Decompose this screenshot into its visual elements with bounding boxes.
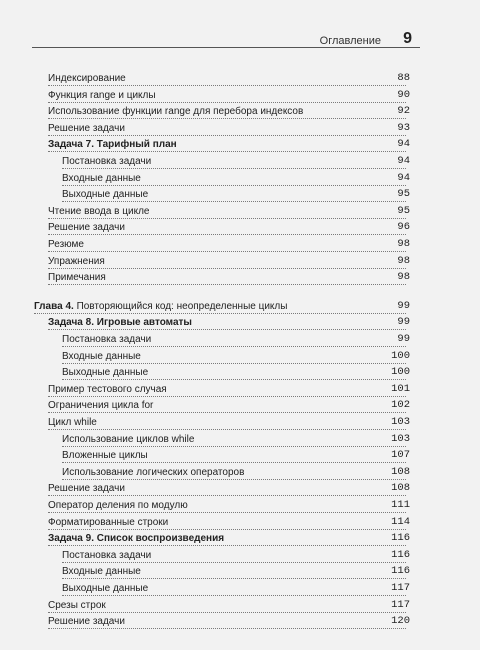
toc-entry: [0, 137, 480, 155]
toc-entry: [0, 481, 480, 499]
toc-entry-title: Чтение ввода в цикле: [48, 206, 152, 217]
toc-entry-title: Входные данные: [62, 173, 144, 184]
toc-entry-title: Постановка задачи: [62, 334, 154, 345]
dot-leader: [62, 363, 406, 364]
toc-entry-page: 92: [397, 105, 410, 118]
toc-entry-page: 98: [397, 238, 410, 250]
toc-entry-title: Решение задачи: [48, 222, 128, 233]
toc-entry-page: 108: [391, 465, 410, 478]
toc-entry-title: Ограничения цикла for: [48, 400, 156, 411]
toc-entry-title: Постановка задачи: [62, 550, 154, 561]
toc-entry-page: 99: [397, 299, 410, 312]
dot-leader: [62, 185, 406, 186]
toc-entry: [0, 398, 480, 416]
toc-entry: [0, 254, 480, 272]
toc-entry: [0, 515, 480, 533]
toc-entry-title: Задача 9. Список воспроизведения: [48, 533, 227, 544]
dot-leader: [48, 612, 406, 613]
dot-leader: [48, 268, 406, 269]
toc-entry-title: Индексирование: [48, 73, 129, 84]
toc-entry-page: 102: [391, 399, 410, 412]
dot-leader: [48, 529, 406, 530]
toc-entry-page: 103: [391, 432, 410, 445]
toc-entry-prefix: Задача 7.: [48, 139, 94, 151]
toc-entry-title: Срезы строк: [48, 600, 109, 611]
toc-entry-title: Оператор деления по модулю: [48, 500, 191, 511]
dot-leader: [62, 578, 406, 579]
toc-entry: [0, 349, 480, 367]
dot-leader: [48, 396, 406, 397]
dot-leader: [62, 595, 406, 596]
toc-entry: [0, 187, 480, 205]
toc-entry-page: 116: [391, 548, 410, 561]
toc-entry-title: Функция range и циклы: [48, 90, 159, 101]
toc-entry-title: Постановка задачи: [62, 156, 154, 167]
page-header: [0, 0, 480, 48]
toc-entry-title: Выходные данные: [62, 367, 151, 378]
toc-entry-page: 94: [397, 155, 410, 167]
dot-leader: [48, 234, 406, 235]
toc-entry: [0, 237, 480, 255]
toc-entry: [0, 270, 480, 288]
toc-entry: [0, 88, 480, 106]
toc-entry-title: Задача 8. Игровые автоматы: [48, 317, 195, 328]
dot-leader: [48, 628, 406, 629]
toc-entry-prefix: Глава 4.: [34, 300, 74, 312]
toc-entry-page: 117: [391, 598, 410, 611]
toc-entry-page: 100: [391, 366, 410, 379]
toc-entry-title: Пример тестового случая: [48, 384, 170, 395]
toc-entry: [0, 171, 480, 189]
toc-entry-page: 101: [391, 382, 410, 395]
toc-entry: [0, 121, 480, 139]
dot-leader: [48, 135, 406, 136]
toc-entry-title: Решение задачи: [48, 616, 128, 627]
toc-entry-page: 90: [397, 88, 410, 101]
toc-entry-page: 96: [397, 221, 410, 234]
toc-entry-prefix: Задача 8.: [48, 317, 94, 329]
dot-leader: [34, 313, 406, 314]
dot-leader: [48, 545, 406, 546]
dot-leader: [62, 462, 406, 463]
toc-entry: [0, 581, 480, 599]
toc-entry-page: 99: [397, 333, 410, 345]
toc-entry: [0, 204, 480, 222]
dot-leader: [48, 251, 406, 252]
toc-entry-title: Вложенные циклы: [62, 450, 151, 461]
toc-entry-title: Упражнения: [48, 256, 108, 267]
toc-entry: [0, 432, 480, 450]
toc-entry-title: Глава 4. Повторяющийся код: неопределенные циклы: [34, 301, 290, 312]
toc-entry: [0, 415, 480, 433]
toc-entry-page: 116: [391, 532, 410, 545]
toc-entry-page: 95: [397, 188, 410, 201]
toc-entry: [0, 154, 480, 172]
dot-leader: [62, 479, 406, 480]
toc-entry: [0, 548, 480, 566]
toc-entry: [0, 531, 480, 549]
toc-entry-page: 88: [397, 72, 410, 84]
dot-leader: [48, 429, 406, 430]
toc-entry: [0, 382, 480, 400]
toc-entry: [0, 498, 480, 516]
toc-entry-title: Форматированные строки: [48, 517, 171, 528]
toc-entry-page: 117: [391, 582, 410, 594]
toc-entry: [0, 614, 480, 632]
dot-leader: [48, 329, 406, 330]
toc-entry: [0, 315, 480, 333]
toc-entry-title: Задача 7. Тарифный план: [48, 139, 180, 150]
toc-entry: [0, 365, 480, 383]
toc-entry-title: Решение задачи: [48, 123, 128, 134]
toc-entry-page: 111: [391, 499, 410, 511]
toc-entry: [0, 465, 480, 483]
toc-entry-title: Использование функции range для перебора индексов: [48, 106, 306, 117]
dot-leader: [48, 412, 406, 413]
toc-entry-title: Цикл while: [48, 417, 100, 428]
dot-leader: [62, 379, 406, 380]
toc-entry-page: 93: [397, 121, 410, 134]
running-head-title: Оглавление: [319, 35, 381, 47]
toc-entry: [0, 332, 480, 350]
dot-leader: [62, 201, 406, 202]
dot-leader: [62, 446, 406, 447]
dot-leader: [62, 168, 406, 169]
toc-entry-page: 107: [391, 449, 410, 462]
toc-entry: [0, 71, 480, 89]
toc-entry-title: Выходные данные: [62, 189, 151, 200]
toc-entry: [0, 220, 480, 238]
toc-entry: [0, 104, 480, 122]
toc-entry-title: Использование логических операторов: [62, 467, 247, 478]
toc-entry-prefix: Задача 9.: [48, 533, 94, 545]
dot-leader: [48, 151, 406, 152]
toc-entry-page: 114: [391, 515, 410, 528]
toc-entry-title: Выходные данные: [62, 583, 151, 594]
toc-entry-page: 116: [391, 565, 410, 578]
toc-entry-page: 120: [391, 615, 410, 628]
toc-entry-title: Входные данные: [62, 566, 144, 577]
toc-entry-page: 100: [391, 349, 410, 362]
toc-entry-page: 94: [397, 171, 410, 184]
toc-entry-title: Примечания: [48, 272, 109, 283]
dot-leader: [48, 512, 406, 513]
dot-leader: [48, 284, 406, 285]
header-rule: [32, 47, 420, 48]
toc-entry-page: 98: [397, 254, 410, 267]
dot-leader: [48, 118, 406, 119]
toc-entry-page: 108: [391, 482, 410, 495]
toc-entry-page: 98: [397, 271, 410, 284]
toc-entry-page: 94: [397, 138, 410, 151]
toc-entry: [0, 564, 480, 582]
dot-leader: [48, 85, 406, 86]
toc-entry: [0, 598, 480, 616]
toc-entry: [0, 299, 480, 317]
dot-leader: [48, 218, 406, 219]
toc-entry-title: Входные данные: [62, 351, 144, 362]
toc-entry-title: Решение задачи: [48, 483, 128, 494]
toc-entry-title: Использование циклов while: [62, 434, 197, 445]
dot-leader: [48, 102, 406, 103]
toc-entry-page: 95: [397, 204, 410, 217]
dot-leader: [62, 562, 406, 563]
toc-entry-title: Резюме: [48, 239, 87, 250]
page-number: 9: [403, 30, 412, 47]
dot-leader: [62, 346, 406, 347]
toc-entry-page: 103: [391, 416, 410, 428]
dot-leader: [48, 495, 406, 496]
toc-entry: [0, 448, 480, 466]
toc-entry-page: 99: [397, 316, 410, 329]
